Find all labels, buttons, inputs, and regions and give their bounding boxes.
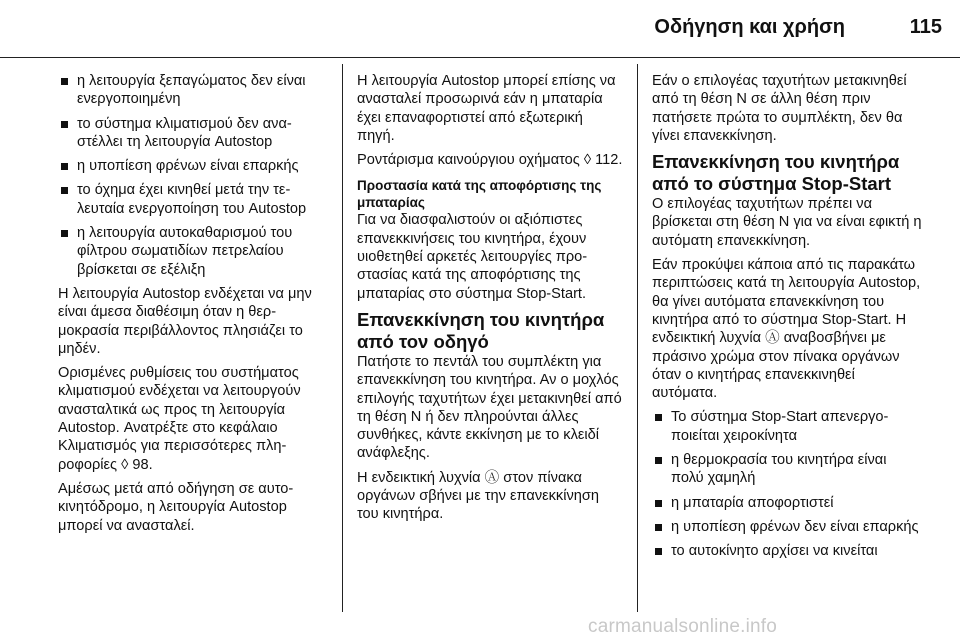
column-2 bbox=[357, 72, 623, 530]
paragraph: Πατήστε το πεντάλ του συμπλέκτη για επανεκκίνηση του κινητήρα. Αν ο μοχλός επιλογής ταχυτήτων έχει μετακινηθεί από τη θέση N ή δεν πληρούνται άλλες συνθήκες, κάντε εκκίνηση με το κλειδί ανάφλεξης. bbox=[357, 353, 622, 462]
page-header bbox=[0, 0, 960, 62]
list-item: η θερμοκρασία του κινητήρα είναι πολύ χαμηλή bbox=[652, 451, 922, 488]
paragraph: Η λειτουργία Autostop ενδέχεται να μην είναι άμεσα διαθέσιμη όταν η θερμοκρασία περιβάλλοντος πλησιάζει το μηδέν. bbox=[58, 285, 312, 357]
paragraph: Η λειτουργία Autostop μπορεί επίσης να ανασταλεί προσωρινά εάν η μπαταρία έχει επαναφορτιστεί από εξωτερική πηγή. bbox=[357, 73, 616, 144]
watermark: carmanualsonline.info bbox=[588, 616, 778, 637]
section-heading: Επανεκκίνηση του κινητήρα από το σύστημα Stop-Start bbox=[652, 151, 900, 195]
section-title: Οδήγηση και χρήση bbox=[654, 16, 845, 38]
list-item: Το σύστημα Stop-Start απενεργοποιείται χειροκίνητα bbox=[652, 408, 922, 445]
paragraph: Εάν προκύψει κάποια από τις παρακάτω περιπτώσεις κατά τη λειτουργία Autostop, θα γίνει αυτόματα επανεκκίνηση του κινητήρα από το σύστημα Stop-Start. Η ενδεικτική λυχνία Ⓐ αναβοσβήνει με πράσινο χρώμα στον πίνακα οργάνων όταν ο κινητήρας επανεκκινηθεί αυτόματα. bbox=[652, 257, 921, 402]
list-item: το όχημα έχει κινηθεί μετά την τελευταία ενεργοποίηση του Autostop bbox=[58, 181, 328, 218]
list-item: το σύστημα κλιματισμού δεν αναστέλλει τη λειτουργία Autostop bbox=[58, 115, 328, 152]
paragraph: Ροντάρισμα καινούργιου οχήματος ◊ 112. bbox=[357, 152, 623, 169]
list-item: η υποπίεση φρένων είναι επαρκής bbox=[58, 157, 328, 175]
paragraph: Ο επιλογέας ταχυτήτων πρέπει να βρίσκεται στη θέση N για να είναι εφικτή η αυτόματη επανεκκίνηση. bbox=[652, 196, 922, 249]
header-divider bbox=[0, 57, 960, 58]
column-1 bbox=[58, 72, 328, 541]
paragraph: Αμέσως μετά από οδήγηση σε αυτοκινητόδρομο, η λειτουργία Autostop μπορεί να ανασταλεί. bbox=[58, 480, 294, 534]
paragraph: Η ενδεικτική λυχνία Ⓐ στον πίνακα οργάνων σβήνει με την επανεκκίνηση του κινητήρα. bbox=[357, 469, 599, 523]
column-divider-1 bbox=[342, 64, 343, 612]
list-item: το αυτοκίνητο αρχίσει να κινείται bbox=[652, 542, 922, 560]
paragraph: Ορισμένες ρυθμίσεις του συστήματος κλιματισμού ενδέχεται να λειτουργούν ανασταλτικά ως προς τη λειτουργία Autostop. Ανατρέξτε στο κεφάλαιο Κλιματισμός για περισσότερες πληροφορίες ◊ 98. bbox=[58, 365, 301, 473]
subheading: Προστασία κατά της αποφόρτισης της μπαταρίας bbox=[357, 178, 602, 211]
list-item: η λειτουργία αυτοκαθαρισμού του φίλτρου σωματιδίων πετρελαίου βρίσκεται σε εξέλιξη bbox=[58, 224, 328, 279]
page-number: 115 bbox=[909, 16, 942, 38]
list-item: η μπαταρία αποφορτιστεί bbox=[652, 494, 922, 512]
column-divider-2 bbox=[637, 64, 638, 612]
column-3 bbox=[652, 72, 922, 567]
section-heading: Επανεκκίνηση του κινητήρα από τον οδηγό bbox=[357, 308, 605, 352]
list-item: η υποπίεση φρένων δεν είναι επαρκής bbox=[652, 518, 922, 536]
list-item: η λειτουργία ξεπαγώματος δεν είναι ενεργοποιημένη bbox=[58, 72, 328, 109]
paragraph: Για να διασφαλιστούν οι αξιόπιστες επανεκκινήσεις του κινητήρα, έχουν υιοθετηθεί αρκετές λειτουργίες προστασίας κατά της αποφόρτισης της μπαταρίας στο σύστημα Stop-Start. bbox=[357, 212, 588, 302]
paragraph: Εάν ο επιλογέας ταχυτήτων μετακινηθεί από τη θέση N σε άλλη θέση πριν πατήσετε πρώτα το συμπλέκτη, δεν θα γίνει επανεκκίνηση. bbox=[652, 73, 907, 144]
